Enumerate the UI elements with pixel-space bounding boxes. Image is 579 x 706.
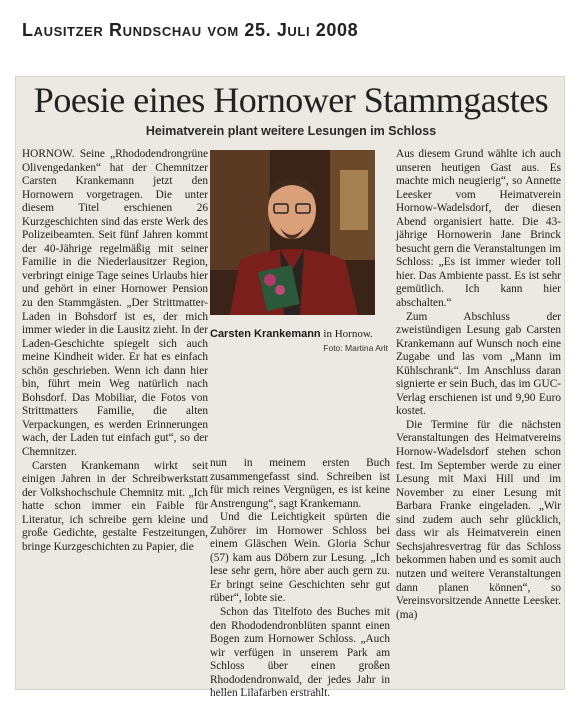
- author-portrait-image: [210, 150, 375, 315]
- newspaper-clipping: [15, 76, 565, 700]
- paragraph: Und die Leichtigkeit spürten die Zuhörer im Hornower Schloss bei einem Gläschen Wein. Gloria Schur (57) kam aus Döbern zur Lesung. „Ich lese sehr gern, höre aber auch gern zu. Er bringt seine Geschichten sehr gut rüber“, lobte sie.: [210, 511, 390, 605]
- article-column-1: [22, 148, 208, 688]
- photo-caption-text: in Hornow.: [320, 328, 373, 340]
- photo-caption: [210, 327, 388, 355]
- photo-credit: Foto: Martina Arlt: [323, 343, 388, 353]
- page-caption-text: Lausitzer Rundschau vom 25. Juli 2008: [22, 20, 359, 40]
- paragraph: Die Termine für die nächsten Veranstaltungen des Heimatvereins Hornow-Wadelsdorf stehen schon fest. Im September werde zu einer Lesung mit Maxi Hill und im November zu einer Lesung mit Barbara Franke eingeladen. „Wir sind zudem auch sehr glücklich, dass wir als Heimatverein einen Sechsjahresvertrag für das Schloss bekommen haben und es somit auch nutzen und weitere Veranstaltungen dann planen können“, so Vereinsvorsitzende Annette Leesker. (ma): [396, 418, 561, 621]
- paragraph: Carsten Krankemann wirkt seit einigen Jahren in der Schreibwerkstatt der Volkshochschule Chemnitz mit. „Ich hatte schon immer ein Faible für Literatur, ich schreibe gern kleine und große Gedichte, gestalte Festzeitungen, bringe Kurzgeschichten zu Papier, die: [22, 459, 208, 553]
- article-column-2: [210, 457, 390, 700]
- article-headline: Poesie eines Hornower Stammgastes: [33, 80, 549, 120]
- paragraph: HORNOW. Seine „Rhododendrongrüne Olivengedanken“ hat der Chemnitzer Carsten Krankemann jetzt den Hornowern vorgetragen. Die unter diesem Titel erschienen 26 Kurzgeschichten sind das erste Werk des Polizeibeamten. Seit fünf Jahren kommt der 40-Jährige regelmäßig mit seiner Familie in die Niederlausitzer Region, verbringt einige Tage seines Urlaubs hier und gehört in einer Hornower Pension zu den Stammgästen. „Der Strittmatter-Laden in Bohsdorf ist es, der mich immer wieder in die Lausitz zieht. In der Laden-Geschichte spiegelt sich auch meine Kindheit wider. Er hat es einfach schön geschrieben. Wenn ich dann hier bin, führt mein Weg natürlich nach Bohsdorf. Das Mobiliar, die Fotos von Strittmatters Familie, die alten Verpackungen, es werden Erinnerungen wach, der Laden tut einfach gut“, so der Chemnitzer.: [22, 148, 208, 459]
- article-column-3: [396, 148, 561, 688]
- paragraph: Zum Abschluss der zweistündigen Lesung gab Carsten Krankemann auf Wunsch noch eine Zugabe und las vom „Mann im Kühlschrank“. Im Anschluss daran signierte er sein Buch, das im GUC-Verlag erschienen ist und 9,90 Euro kostet.: [396, 310, 561, 418]
- page-caption: [22, 20, 358, 41]
- photo-caption-name: Carsten Krankemann: [210, 328, 321, 340]
- paragraph: nun in meinem ersten Buch zusammengefasst sind. Schreiben ist für mich reines Vergnügen, es ist keine Anstrengung“, sagt Krankemann.: [210, 457, 390, 510]
- author-photo: [210, 150, 375, 315]
- paragraph: Schon das Titelfoto des Buches mit den Rhododendronblüten spannt einen Bogen zum Hornower Schloss. „Auch wir verfügen in unserem Park am Schloss über einen großen Rhododendronwald, der jedes Jahr in hellen Lilafarben erstrahlt.: [210, 606, 390, 700]
- article-subheadline: Heimatverein plant weitere Lesungen im Schloss: [145, 124, 437, 138]
- paragraph: Aus diesem Grund wählte ich auch unseren heutigen Gast aus. Es machte mich neugierig“, so Annette Leesker vom Heimatverein Hornow-Wadelsdorf, der diesen Abend organisiert hatte. Die 43-jährige Hornowerin Jane Brinck besucht gern die Veranstaltungen im Schloss: „Es ist immer wieder toll hier. Das Ambiente passt. Es ist sehr gemütlich. Ich kann hier abschalten.“: [396, 148, 561, 310]
